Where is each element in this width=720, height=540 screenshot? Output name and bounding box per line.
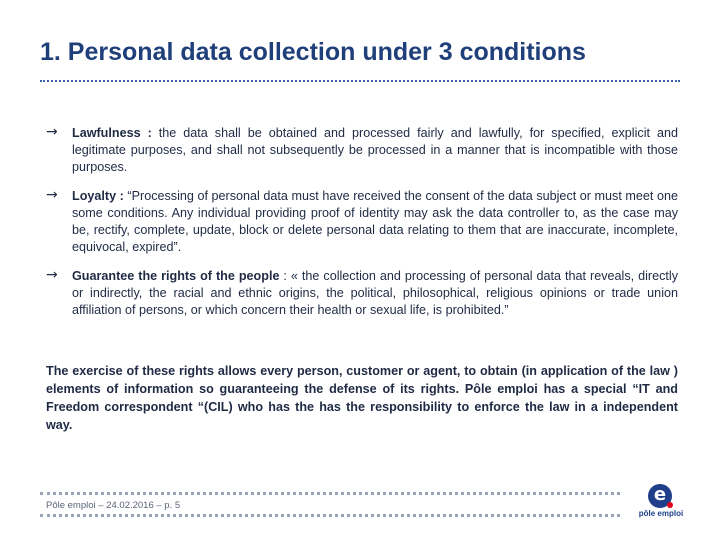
footer-text: Pôle emploi – 24.02.2016 – p. 5 — [46, 500, 181, 511]
pole-emploi-logo — [634, 484, 684, 520]
footer-divider-top — [40, 492, 620, 495]
bullet-term: Guarantee the rights of the people — [72, 269, 280, 283]
summary-paragraph: The exercise of these rights allows every person, customer or agent, to obtain (in application of the law ) elements of information so guaranteeing the defense of its rights. Pôle emploi has a special “IT and Freedom correspondent “(CIL) who has the has the responsibility to enforce the law in a independent way. — [46, 364, 678, 432]
bullet-body: : « the collection and processing of personal data that reveals, directly or indirectly, the racial and ethnic origins, the political, philosophical, religious opinions or trade union affiliation of persons, or which concern their health or sexual life, is prohibited.” — [72, 269, 678, 317]
footer-divider-bottom — [40, 514, 620, 517]
logo-dot-icon — [667, 502, 673, 508]
bullet-body: the data shall be obtained and processed fairly and lawfully, for specified, explicit and legitimate purposes, and shall not subsequently be processed in a manner that is incompatible with those purposes. — [72, 126, 678, 174]
bullet-term: Lawfulness : — [72, 126, 152, 140]
arrow-right-icon: → — [46, 187, 58, 203]
bullet-guarantee-rights — [46, 268, 678, 319]
bullet-lawfulness — [46, 125, 678, 176]
bullet-list — [46, 125, 678, 331]
bullet-text — [72, 125, 678, 176]
bullet-text — [72, 268, 678, 319]
bullet-body: “Processing of personal data must have received the consent of the data subject or must meet one some conditions. Any individual providing proof of identity may ask the data controller to, as the case may be, rectify, complete, update, block or delete personal data relating to them that are inaccurate, incomplete, equivocal, expired”. — [72, 189, 678, 254]
logo-wordmark: pôle emploi — [638, 509, 684, 518]
arrow-right-icon: → — [46, 124, 58, 140]
bullet-text — [72, 188, 678, 256]
bullet-loyalty — [46, 188, 678, 256]
bullet-term: Loyalty : — [72, 189, 124, 203]
title-divider — [40, 80, 680, 82]
logo-letter: e — [653, 484, 667, 505]
slide-title: 1. Personal data collection under 3 conditions — [40, 38, 586, 66]
arrow-right-icon: → — [46, 267, 58, 283]
